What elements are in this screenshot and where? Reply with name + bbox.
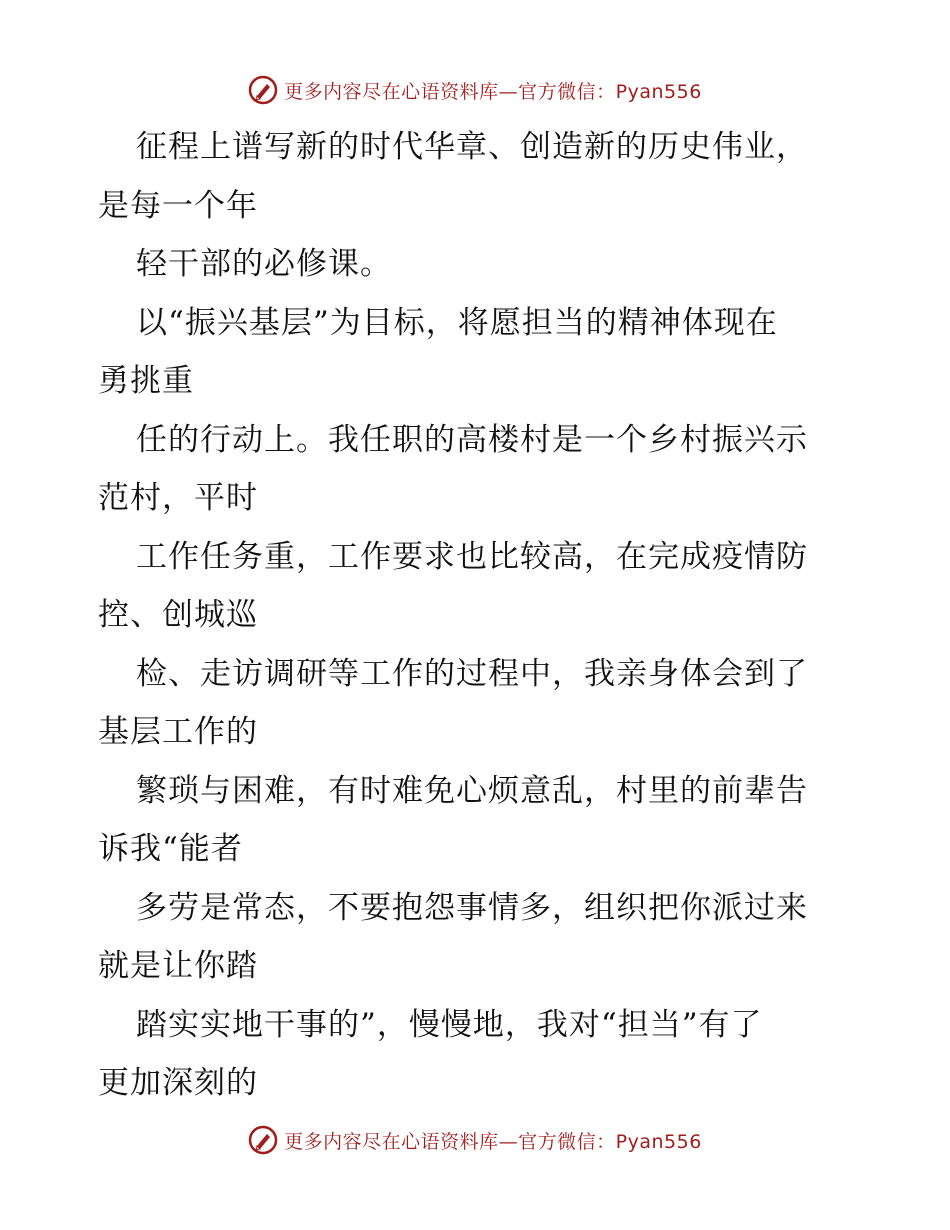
document-body <box>98 118 858 1113</box>
text-line: 范村，平时 <box>98 480 258 516</box>
text-line: 是每一个年 <box>98 187 258 224</box>
pen-logo-icon <box>248 75 278 105</box>
text-line: 检、走访调研等工作的过程中，我亲身体会到了 <box>136 655 808 692</box>
text-line: 工作任务重，工作要求也比较高，在完成疫情防 <box>136 538 808 575</box>
text-line: 任的行动上。我任职的高楼村是一个乡村振兴示 <box>136 421 808 458</box>
text-line: 以“振兴基层”为目标，将愿担当的精神体现在 <box>136 304 778 341</box>
watermark-separator: — <box>498 80 519 103</box>
text-line: 勇挑重 <box>98 363 194 399</box>
watermark-title: 更多内容尽在心语资料库 <box>284 1130 499 1153</box>
footer-watermark <box>0 1120 950 1160</box>
text-line: 基层工作的 <box>98 714 258 750</box>
watermark-contact: 官方微信：Pyan556 <box>518 1130 702 1153</box>
watermark-contact: 官方微信：Pyan556 <box>518 80 702 103</box>
text-line: 控、创城巡 <box>98 597 258 633</box>
text-line: 诉我“能者 <box>98 831 243 867</box>
watermark-title: 更多内容尽在心语资料库 <box>284 80 499 103</box>
text-line: 就是让你踏 <box>98 948 258 984</box>
watermark-separator: — <box>498 1130 519 1153</box>
watermark-text <box>284 1127 702 1154</box>
text-line: 繁琐与困难，有时难免心烦意乱，村里的前辈告 <box>136 772 808 809</box>
text-line: 征程上谱写新的时代华章、创造新的历史伟业， <box>136 129 808 165</box>
pen-logo-icon <box>248 1125 278 1155</box>
text-line: 更加深刻的 <box>98 1065 258 1101</box>
watermark-text <box>284 77 702 104</box>
text-line: 轻干部的必修课。 <box>136 246 392 282</box>
text-line: 踏实实地干事的”，慢慢地，我对“担当”有了 <box>136 1006 763 1043</box>
text-line: 多劳是常态，不要抱怨事情多，组织把你派过来 <box>136 889 808 926</box>
header-watermark <box>0 70 950 110</box>
